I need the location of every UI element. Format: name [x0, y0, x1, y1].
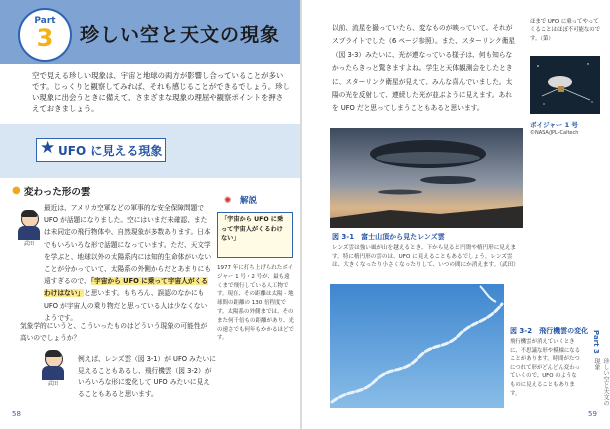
side-note: 1977 年に打ち上げられたボイジャー 1 号・2 号が、最も遠くまで飛行している人工物です。現在、その距離は太陽 - 地球間の距離の 130 倍程度です。太陽系の外側までは、そのまた何千倍もの距離があり、光の速さでも何年もかかるほどです。 — [217, 265, 295, 342]
sidebar-part: Part 3 — [592, 330, 600, 354]
avatar — [40, 350, 66, 387]
voyager-caption: ほまで UFO に乗ってやってくることはほぼ不可能なのです。（第） — [530, 19, 601, 42]
answer-paragraph: 例えば、レンズ雲（図 3-1）が UFO みたいに見えることもあるし、飛行機雲（図 3-2）がいろいろな形に変化して UFO みたいに見えることもあると思います。 — [78, 355, 216, 398]
body-paragraph: 以前、流星を撮っていたら、変なものが映っていて、それがスプライトでした（6 ページ参照）。また、スターリンク衛星（図 3-3）みたいに、光が連なっている様子は、何も知らなかったらきっと驚きますよね。学生と天体観測会をしたときに、スターリンク衛星が見えて、みんな喜んでいました。太陽の光を反射して、連続した光が並ぶように見えます。あれを UFO だと思ってしまうこともあると思います。 — [332, 24, 516, 113]
sidebar-title: 珍しい空と天文の現象 — [593, 358, 609, 406]
figure-caption: レンズ雲は強い風が山を越えるとき、下から見ると円盤や楕円形に見えます。特に楕円形の雲のは、UFO に見えることもあるでしょう。レンズ雲は、大きくなったり小さくなったりして、いつの間にか消えます。（武田） — [332, 245, 519, 269]
highlight-text: 「宇宙から UFO に乗って宇宙人がくるわけはない」 — [44, 277, 208, 298]
voyager-credit: ©NASA/JPL-Caltech — [530, 130, 579, 136]
lenticular-cloud-photo — [330, 128, 523, 228]
avatar-label: 武田 — [47, 381, 58, 387]
star-icon: ★ — [40, 138, 56, 158]
chapter-sidebar — [584, 330, 609, 410]
avatar-label: 武田 — [23, 241, 34, 247]
chapter-title: 珍しい空と天文の現象 — [80, 24, 281, 46]
bullet-icon: ● — [12, 185, 21, 196]
chapter-intro: 空で見える珍しい現象は、宇宙と地球の両方が影響し合っていることが多いです。じっくりと観察してみれば、それも感じることができるでしょう。珍しい現象に出会うときに備えて、さまざまな現象の理屈や観察ポイントを押さえておきましょう。 — [32, 71, 291, 113]
section-title: UFO に見える現象 — [58, 144, 163, 158]
contrail-photo — [330, 284, 504, 408]
left-page — [0, 0, 300, 429]
part-label: Part — [34, 16, 56, 26]
quote-box: 「宇宙から UFO に乗って宇宙人がくるわけない」 — [217, 212, 293, 258]
voyager-label: ボイジャー 1 号 — [530, 121, 578, 129]
figure-title: 図 3-1 富士山頂から見たレンズ雲 — [332, 233, 445, 241]
part-badge — [18, 8, 72, 62]
subsection-title: 変わった形の雲 — [24, 187, 91, 198]
question-paragraph: 気象学的にいうと、こういったものはどういう現象の可能性が高いのでしょうか？ — [20, 322, 208, 343]
explain-label: 解説 — [240, 196, 258, 206]
lightbulb-icon: ✺ — [224, 196, 232, 206]
page-number: 58 — [12, 410, 21, 418]
figure-title: 図 3-2 飛行機雲の変化 — [510, 327, 589, 335]
right-page — [302, 0, 609, 429]
figure-caption: 飛行機雲が消えていくときに、不思議な形や模様になることがあります。時間がたつにつれて形がどんどん変わっていくので、UFO のようなものに見えることもあります。 — [510, 339, 581, 397]
part-number: 3 — [36, 24, 54, 52]
chapter-header — [0, 0, 300, 64]
voyager-image — [530, 56, 600, 114]
body-paragraph: 最近は、アメリカ空軍などの軍事的な安全保障問題で UFO が話題になりました。空にはいまだ未確認、または未同定の飛行物体や、自然現象が多数あります。日本でもいろいろな形で話題になっています。ただ、天文学を学ぶと、地球以外の太陽系内には知的生命体がいないことが分かっていて、太陽系の外側からだとあまりにも遠すぎるので、「宇宙から UFO に乗って宇宙人がくるわけはない」と思います。もちろん、誤認のなかにも UFO が宇宙人の乗り物だと思っている人は少なくないようです。 — [44, 204, 212, 322]
page-number: 59 — [588, 410, 597, 418]
avatar — [16, 210, 42, 247]
